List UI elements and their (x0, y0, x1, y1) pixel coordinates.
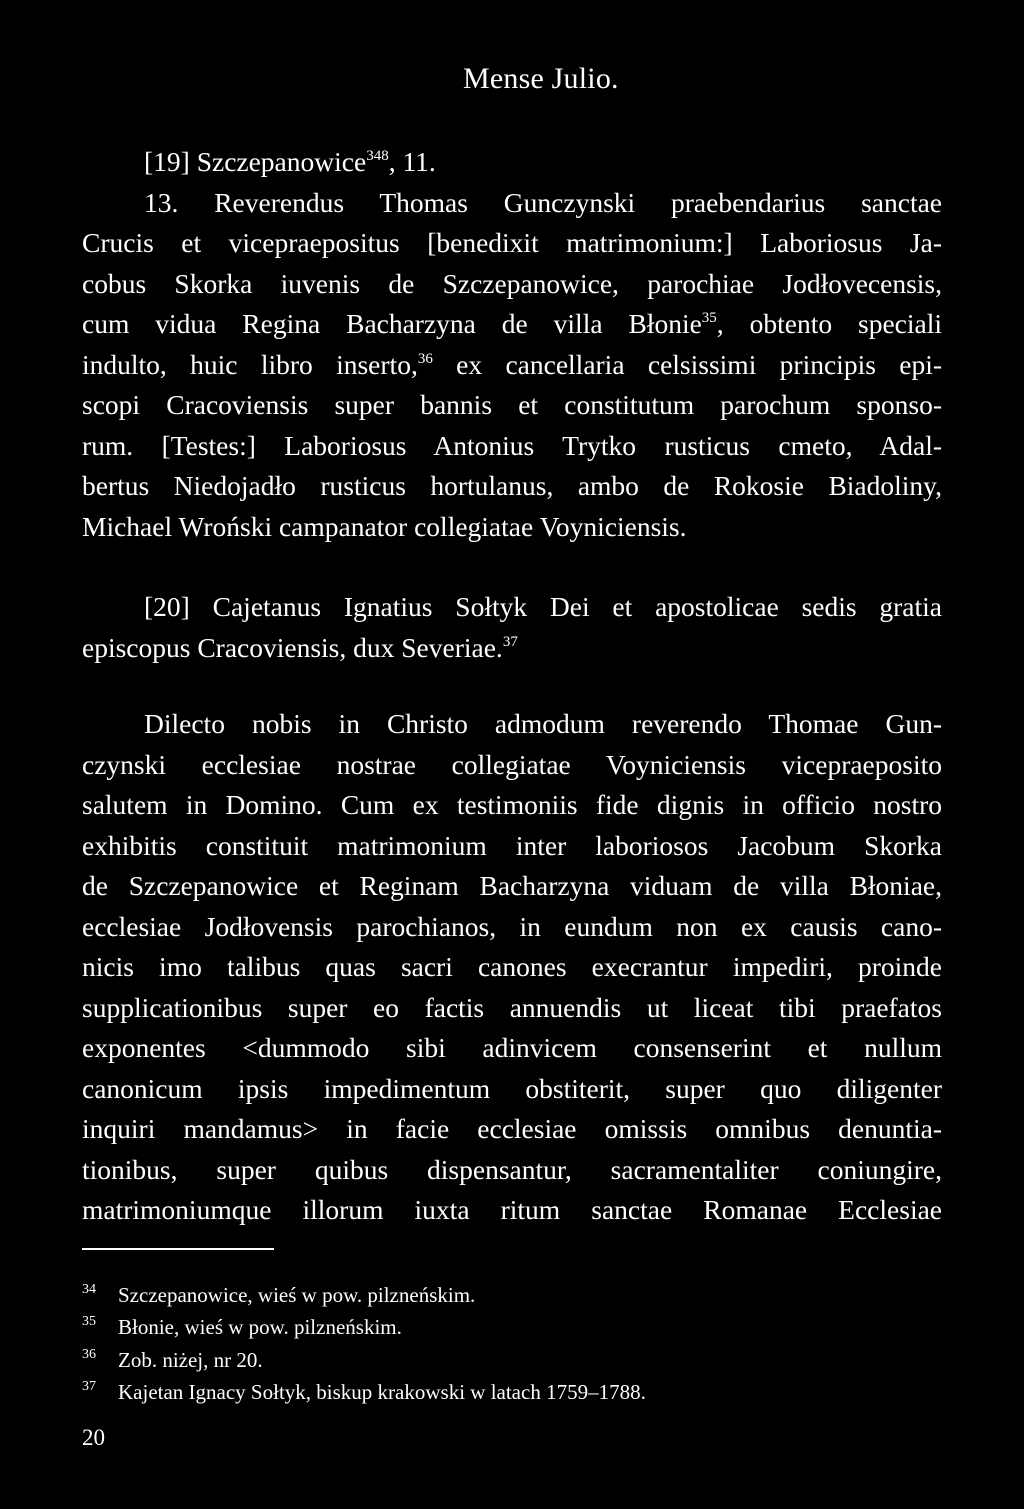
page-number: 20 (82, 1425, 105, 1450)
paragraph-line: rum. [Testes:] Laboriosus Antonius Trytko rusticus cmeto, Adal- (82, 429, 942, 461)
line-part: cum vidua Regina Bacharzyna de villa Błonie (82, 308, 702, 339)
paragraph-line: Michael Wroński campanator collegiatae Voyniciensis. (82, 510, 687, 542)
letter-body (82, 704, 942, 1231)
line-part: indulto, huic libro inserto, (82, 348, 418, 380)
heading-text: [19] Szczepanowice (144, 146, 367, 177)
letter-line: matrimoniumque illorum iuxta ritum sanctae Romanae Ecclesiae (82, 1194, 942, 1225)
footnote: 34 Szczepanowice, wieś w pow. pilzneńskim. (82, 1282, 476, 1307)
entry-20-line (82, 628, 942, 669)
line-part: , obtento speciali (716, 308, 942, 339)
entry-20 (82, 587, 942, 668)
letter-line: salutem in Domino. Cum ex testimoniis fide dignis in officio nostro (82, 789, 942, 820)
footnote-ref: 37 (502, 633, 518, 650)
letter-line: nicis imo talibus quas sacri canones execrantur impediri, proinde (82, 951, 942, 982)
letter-line: inquiri mandamus> in facie ecclesiae omissis omnibus denuntia- (82, 1113, 942, 1144)
paragraph-line: Crucis et vicepraepositus [benedixit matrimonium:] Laboriosus Ja- (82, 227, 942, 258)
paragraph-line (82, 345, 942, 386)
line-part: ex cancellaria celsissimi principis epi- (432, 348, 942, 380)
entry-20-line: [20] Cajetanus Ignatius Sołtyk Dei et apostolicae sedis gratia (144, 591, 942, 622)
paragraph-line: bertus Niedojadło rusticus hortulanus, ambo de Rokosie Biadoliny, (82, 470, 942, 501)
heading-tail: , 11. (388, 146, 436, 177)
letter-line: czynski ecclesiae nostrae collegiatae Voyniciensis vicepraeposito (82, 748, 942, 780)
paragraph-line: 13. Reverendus Thomas Gunczynski praebendarius sanctae (144, 186, 942, 218)
letter-line: Dilecto nobis in Christo admodum reverendo Thomae Gun- (144, 708, 942, 739)
letter-line: canonicum ipsis impedimentum obstiterit, super quo diligenter (82, 1072, 942, 1104)
heading-footnote-ref: 348 (366, 148, 389, 164)
footnote-text: Kajetan Ignacy Sołtyk, biskup krakowski w latach 1759–1788. (118, 1380, 646, 1404)
entry-19 (82, 142, 942, 547)
running-header: Mense Julio. (463, 62, 619, 95)
paragraph-line (82, 304, 942, 345)
footnote-divider (82, 1248, 274, 1250)
footnote-text: Szczepanowice, wieś w pow. pilzneńskim. (118, 1283, 476, 1307)
letter-line: ecclesiae Jodłovensis parochianos, in eundum non ex causis cano- (82, 910, 942, 942)
letter-line: exponentes <dummodo sibi adinvicem consenserint et nullum (82, 1032, 942, 1063)
paragraph-line: cobus Skorka iuvenis de Szczepanowice, parochiae Jodłovecensis, (82, 267, 942, 299)
footnote-text: Błonie, wieś w pow. pilzneńskim. (118, 1315, 402, 1339)
letter-line: tionibus, super quibus dispensantur, sacramentaliter coniungire, (82, 1153, 942, 1185)
entry-19-heading (82, 142, 942, 183)
line-part: episcopus Cracoviensis, dux Severiae. (82, 631, 503, 663)
paragraph-line: scopi Cracoviensis super bannis et constitutum parochum sponso- (82, 389, 942, 420)
footnote-ref: 36 (417, 350, 433, 367)
footnote: 37 Kajetan Ignacy Sołtyk, biskup krakowski w latach 1759–1788. (82, 1379, 646, 1404)
footnote-ref: 35 (701, 310, 717, 326)
letter-line: supplicationibus super eo factis annuendis ut liceat tibi praefatos (82, 991, 942, 1023)
footnote: 36 Zob. niżej, nr 20. (82, 1347, 263, 1372)
footnote-text: Zob. niżej, nr 20. (118, 1348, 263, 1372)
footnote: 35 Błonie, wieś w pow. pilzneńskim. (82, 1314, 402, 1339)
letter-line: exhibitis constituit matrimonium inter laboriosos Jacobum Skorka (82, 829, 942, 861)
letter-line: de Szczepanowice et Reginam Bacharzyna viduam de villa Błoniae, (82, 870, 942, 901)
